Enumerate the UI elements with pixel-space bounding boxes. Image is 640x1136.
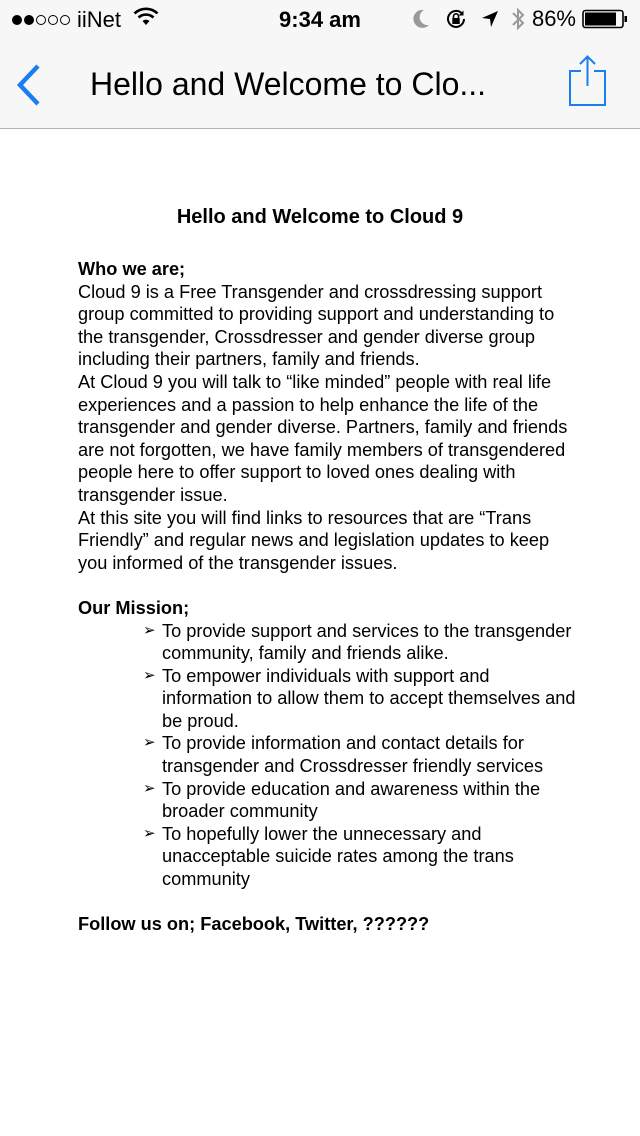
mission-item [143,665,578,733]
bluetooth-icon [510,6,526,32]
document-title: Hello and Welcome to Cloud 9 [176,206,464,228]
mission-item-text: To hopefully lower the unnecessary and unacceptable suicide rates among the trans community [162,823,514,890]
rotation-lock-icon [444,7,468,31]
arrow-bullet-icon: ➢ [143,666,156,684]
arrow-bullet-icon: ➢ [143,824,156,842]
battery-percentage: 86% [531,6,576,31]
spacer [78,574,578,597]
mission-item-text: To provide support and services to the transgender community, family and friends alike. [162,620,572,664]
arrow-bullet-icon: ➢ [143,621,156,639]
mission-item-text: To empower individuals with support and information to allow them to accept themselves and be proud. [162,665,576,731]
navigation-bar [0,40,640,129]
mission-item-text: To provide education and awareness within the broader community [162,778,541,822]
who-we-are-heading: Who we are; [78,259,186,279]
carrier-name: iiNet [77,7,122,32]
battery-fill [585,13,616,26]
document-content [78,204,578,936]
follow-us-text: Follow us on; Facebook, Twitter, ?????? [78,914,430,935]
status-right [412,6,628,32]
mission-item [143,823,578,891]
mission-list [78,620,578,891]
share-icon [566,54,610,108]
battery-icon [582,9,628,29]
arrow-bullet-icon: ➢ [143,779,156,797]
location-arrow-icon [480,9,500,29]
moon-icon [412,8,430,30]
mission-item [143,620,578,665]
spacer [78,891,578,914]
who-paragraph: At Cloud 9 you will talk to “like minded” people with real life experiences and a passion to help enhance the life of the transgender and gender diverse. Partners, family and friends are not forgotten, we have family members of transgendered people here to offer support to loved ones dealing with transgender issue. [78,371,568,505]
mission-item [143,732,578,777]
arrow-bullet-icon: ➢ [143,734,156,752]
page-title: Hello and Welcome to Clo... [90,66,487,102]
who-paragraph: Cloud 9 is a Free Transgender and crossdressing support group committed to providing support and understanding to the transgender, Crossdresser and gender diverse group including their partners, family and friends. [78,281,555,370]
who-paragraph: At this site you will find links to resources that are “Trans Friendly” and regular news and legislation updates to keep you informed of the transgender issues. [78,507,550,573]
chevron-left-icon [14,62,44,108]
clock: 9:34 am [279,7,361,32]
share-button[interactable] [566,54,610,108]
mission-item-text: To provide information and contact details for transgender and Crossdresser friendly services [162,733,544,777]
status-bar [0,0,640,40]
mission-heading: Our Mission; [78,597,190,618]
mission-item [143,778,578,823]
back-button[interactable] [14,62,44,108]
